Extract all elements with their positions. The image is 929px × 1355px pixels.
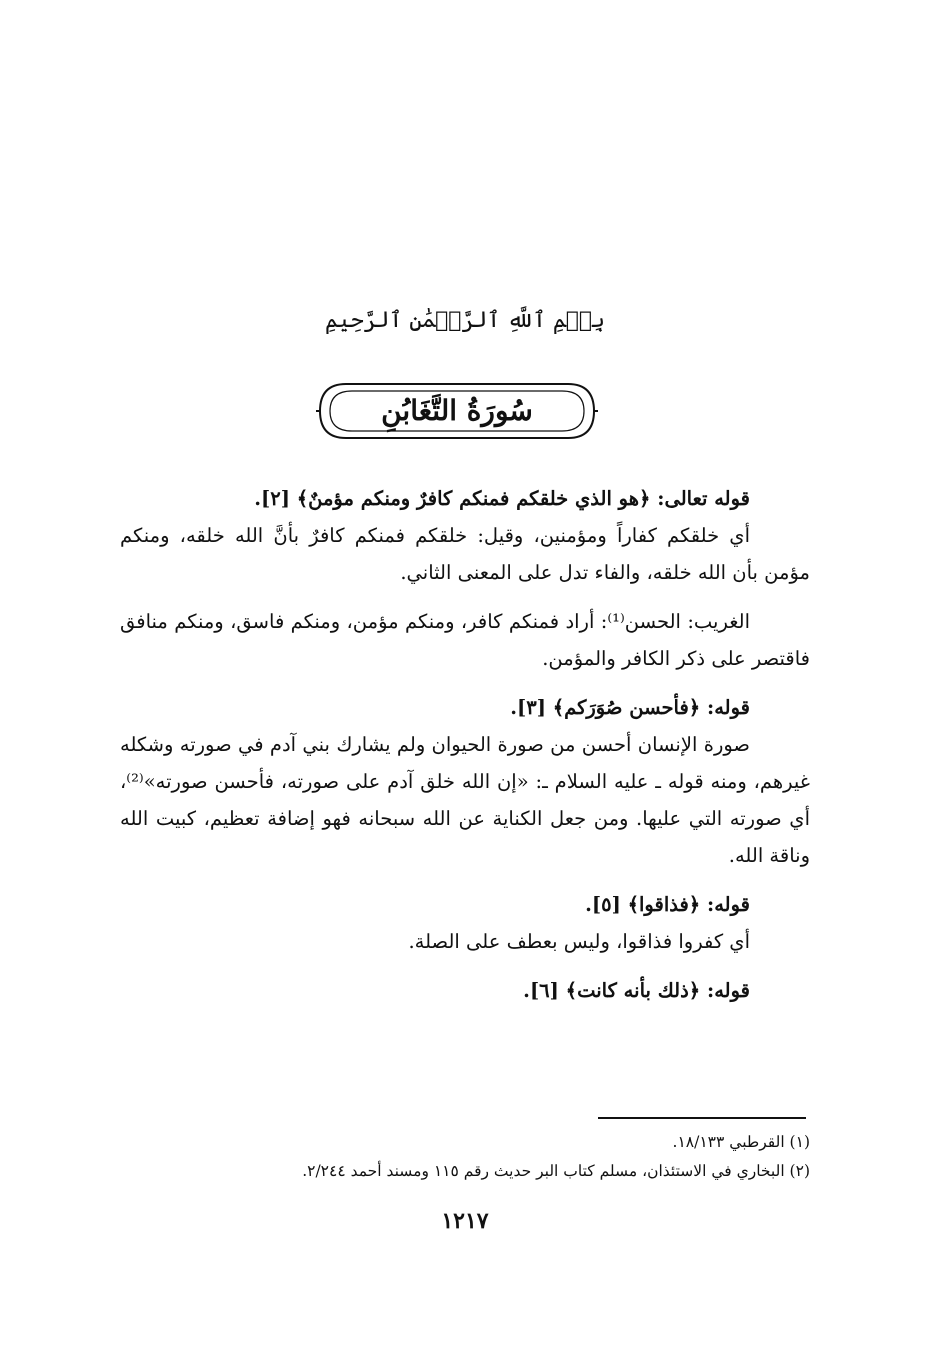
basmala-text: بِسۡمِ ٱللَّهِ ٱلرَّحۡمَٰنِ ٱلرَّحِيمِ — [324, 308, 606, 333]
commentary-paragraph: أي خلقكم كفاراً ومؤمنين، وقيل: خلقكم فمنكم كافرٌ بأنَّ الله خلقه، ومنكم مؤمن بأن الله خلقه، والفاء تدل على المعنى الثاني. — [120, 524, 810, 584]
footnote-1: (١) القرطبي ١٨/١٣٣. — [672, 1133, 810, 1151]
commentary-paragraph: أي كفروا فذاقوا، وليس بعطف على الصلة. — [408, 930, 750, 953]
surah-title-frame — [316, 380, 598, 442]
commentary-paragraph: صورة الإنسان أحسن من صورة الحيوان ولم يشارك بني آدم في صورته وشكله غيرهم، ومنه قوله ـ عليه السلام ـ: «إن الله خلق آدم على صورته، فأحسن صورته»⁽²⁾، أي صورته التي عليها. ومن جعل الكناية عن الله سبحانه فهو إضافة تعظيم، كبيت الله وناقة الله. — [120, 733, 810, 867]
verse-heading: قوله تعالى: ﴿هو الذي خلقكم فمنكم كافرٌ ومنكم مؤمنٌ﴾ [٢]. — [254, 487, 750, 510]
verse-heading: قوله: ﴿فذاقوا﴾ [٥]. — [585, 893, 750, 916]
verse-heading: قوله: ﴿ذلك بأنه كانت﴾ [٦]. — [523, 979, 750, 1002]
basmala-heading — [300, 308, 630, 348]
page-number: ١٢١٧ — [441, 1208, 489, 1234]
gharib-paragraph: الغريب: الحسن⁽¹⁾: أراد فمنكم كافر، ومنكم مؤمن، ومنكم فاسق، ومنكم منافق فاقتصر على ذكر الكافر والمؤمن. — [120, 610, 810, 670]
main-text — [120, 480, 810, 1009]
footnotes — [120, 1128, 810, 1186]
surah-title: سُورَةُ التَّغَابُنِ — [381, 394, 533, 427]
footnote-2: (٢) البخاري في الاستئذان، مسلم كتاب البر حديث رقم ١١٥ ومسند أحمد ٢/٢٤٤. — [302, 1162, 810, 1180]
footnote-divider — [598, 1117, 806, 1119]
verse-heading: قوله: ﴿فأحسن صُوَرَكم﴾ [٣]. — [510, 696, 750, 719]
